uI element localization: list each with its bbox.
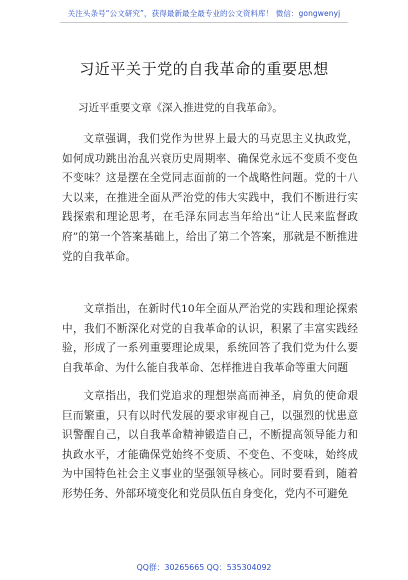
header-promo-text: 关注头条号“公文研究”，获得最新最全最专业的公文资料库！ 微信：gongwenyj xyxy=(67,9,341,18)
body-paragraph-1: 文章强调，我们党作为世界上最大的马克思主义执政党，如何成功跳出治乱兴衰历史周期率、确保党永远不变质不变色不变味？这是摆在全党同志面前的一个战略性问题。党的十八大以来，在推进全面从严治党的伟大实践中，我们不断进行实践探索和理论思考，在毛泽东同志当年给出“让人民来监督政府”的第一个答案基础上，给出了第二个答案，那就是不断推进党的自我革命。 xyxy=(62,133,358,263)
document-title: 习近平关于党的自我革命的重要思想 xyxy=(79,60,329,78)
document-source-line: 习近平重要文章《深入推进党的自我革命》。 xyxy=(78,102,283,114)
footer-contact-text: QQ群：30265665 QQ：535304092 xyxy=(136,563,272,572)
header-divider xyxy=(60,22,348,23)
body-paragraph-2: 文章指出，在新时代10年全面从严治党的实践和理论探索中，我们不断深化对党的自我革命的认识，积累了丰富实践经验，形成了一系列重要理论成果，系统回答了我们党为什么要自我革命、为什么能自我革命、怎样推进自我革命等重大问题 xyxy=(62,303,358,374)
body-paragraph-3: 文章指出，我们党追求的理想崇高而神圣，肩负的使命艰巨而繁重，只有以时代发展的要求审视自己，以强烈的忧患意识警醒自己，以自我革命精神锻造自己，不断提高领导能力和执政水平，才能确保党始终不变质、不变色、不变味，始终成为中国特色社会主义事业的坚强领导核心。同时要看到，随着形势任务、外部环境变化和党员队伍自身变化，党内不可避免 xyxy=(62,390,358,500)
